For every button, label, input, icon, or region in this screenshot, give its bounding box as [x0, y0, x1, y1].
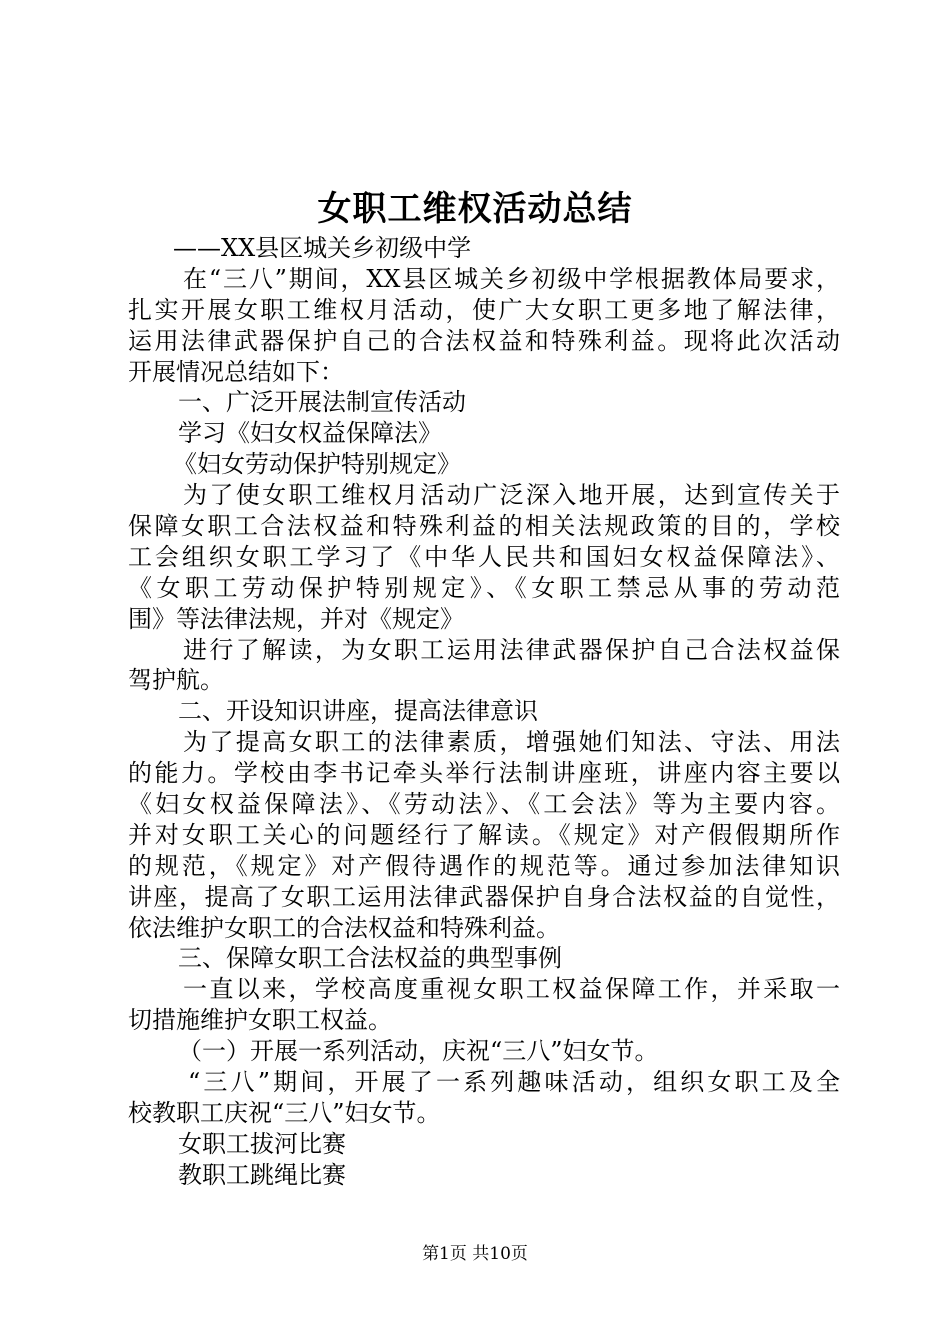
paragraph-line: 为了提高女职工的法律素质，增强她们知法、守法、用法 [183, 728, 840, 757]
paragraph-line: 开展情况总结如下： [128, 357, 344, 386]
paragraph-line: 学习《妇女权益保障法》 [178, 419, 442, 448]
paragraph-line: 校教职工庆祝“三八”妇女节。 [128, 1098, 441, 1127]
document-body [128, 233, 840, 1191]
photo-caption: 教职工跳绳比赛 [178, 1160, 346, 1189]
paragraph-line: 运用法律武器保护自己的合法权益和特殊利益。现将此次活动 [128, 326, 840, 355]
paragraph-line: “三八”期间，开展了一系列趣味活动，组织女职工及全 [188, 1068, 840, 1097]
paragraph-line: 进行了解读，为女职工运用法律武器保护自己合法权益保 [183, 635, 840, 664]
page-number: 第1页 共10页 [422, 1244, 528, 1264]
paragraph-line: 围》等法律法规，并对《规定》 [128, 604, 464, 633]
paragraph-line: 扎实开展女职工维权月活动，使广大女职工更多地了解法律， [128, 295, 840, 324]
subsection-heading: （一）开展一系列活动，庆祝“三八”妇女节。 [178, 1037, 659, 1066]
paragraph-line: 驾护航。 [128, 666, 224, 695]
document-subtitle: ——XX县区城关乡初级中学 [173, 234, 472, 262]
paragraph-line: 的规范，《规定》对产假待遇作的规范等。通过参加法律知识 [128, 851, 840, 880]
section-heading: 二、开设知识讲座，提高法律意识 [178, 697, 538, 726]
paragraph-line: 一直以来，学校高度重视女职工权益保障工作，并采取一 [183, 975, 840, 1004]
paragraph-line: 的能力。学校由李书记牵头举行法制讲座班，讲座内容主要以 [128, 759, 840, 788]
photo-caption: 女职工拔河比赛 [178, 1129, 346, 1158]
section-heading: 一、广泛开展法制宣传活动 [178, 388, 466, 417]
paragraph-line: 为了使女职工维权月活动广泛深入地开展，达到宣传关于 [183, 481, 840, 510]
paragraph-line: 工会组织女职工学习了《中华人民共和国妇女权益保障法》、 [128, 542, 840, 571]
paragraph-line: 并对女职工关心的问题经行了解读。《规定》对产假假期所作 [128, 820, 840, 849]
paragraph-line: 保障女职工合法权益和特殊利益的相关法规政策的目的，学校 [128, 512, 840, 541]
paragraph-line: 依法维护女职工的合法权益和特殊利益。 [128, 913, 560, 942]
paragraph-line: 在“三八”期间，XX县区城关乡初级中学根据教体局要求， [183, 264, 840, 293]
paragraph-line: 《妇女权益保障法》、《劳动法》、《工会法》等为主要内容。 [128, 790, 840, 819]
section-heading: 三、保障女职工合法权益的典型事例 [178, 944, 562, 973]
paragraph-line: 《妇女劳动保护特别规定》 [173, 450, 461, 479]
paragraph-line: 讲座，提高了女职工运用法律武器保护自身合法权益的自觉性， [128, 882, 840, 911]
paragraph-line: 《女职工劳动保护特别规定》、《女职工禁忌从事的劳动范 [128, 573, 840, 602]
paragraph-line: 切措施维护女职工权益。 [128, 1006, 392, 1035]
document-title: 女职工维权活动总结 [317, 189, 633, 229]
